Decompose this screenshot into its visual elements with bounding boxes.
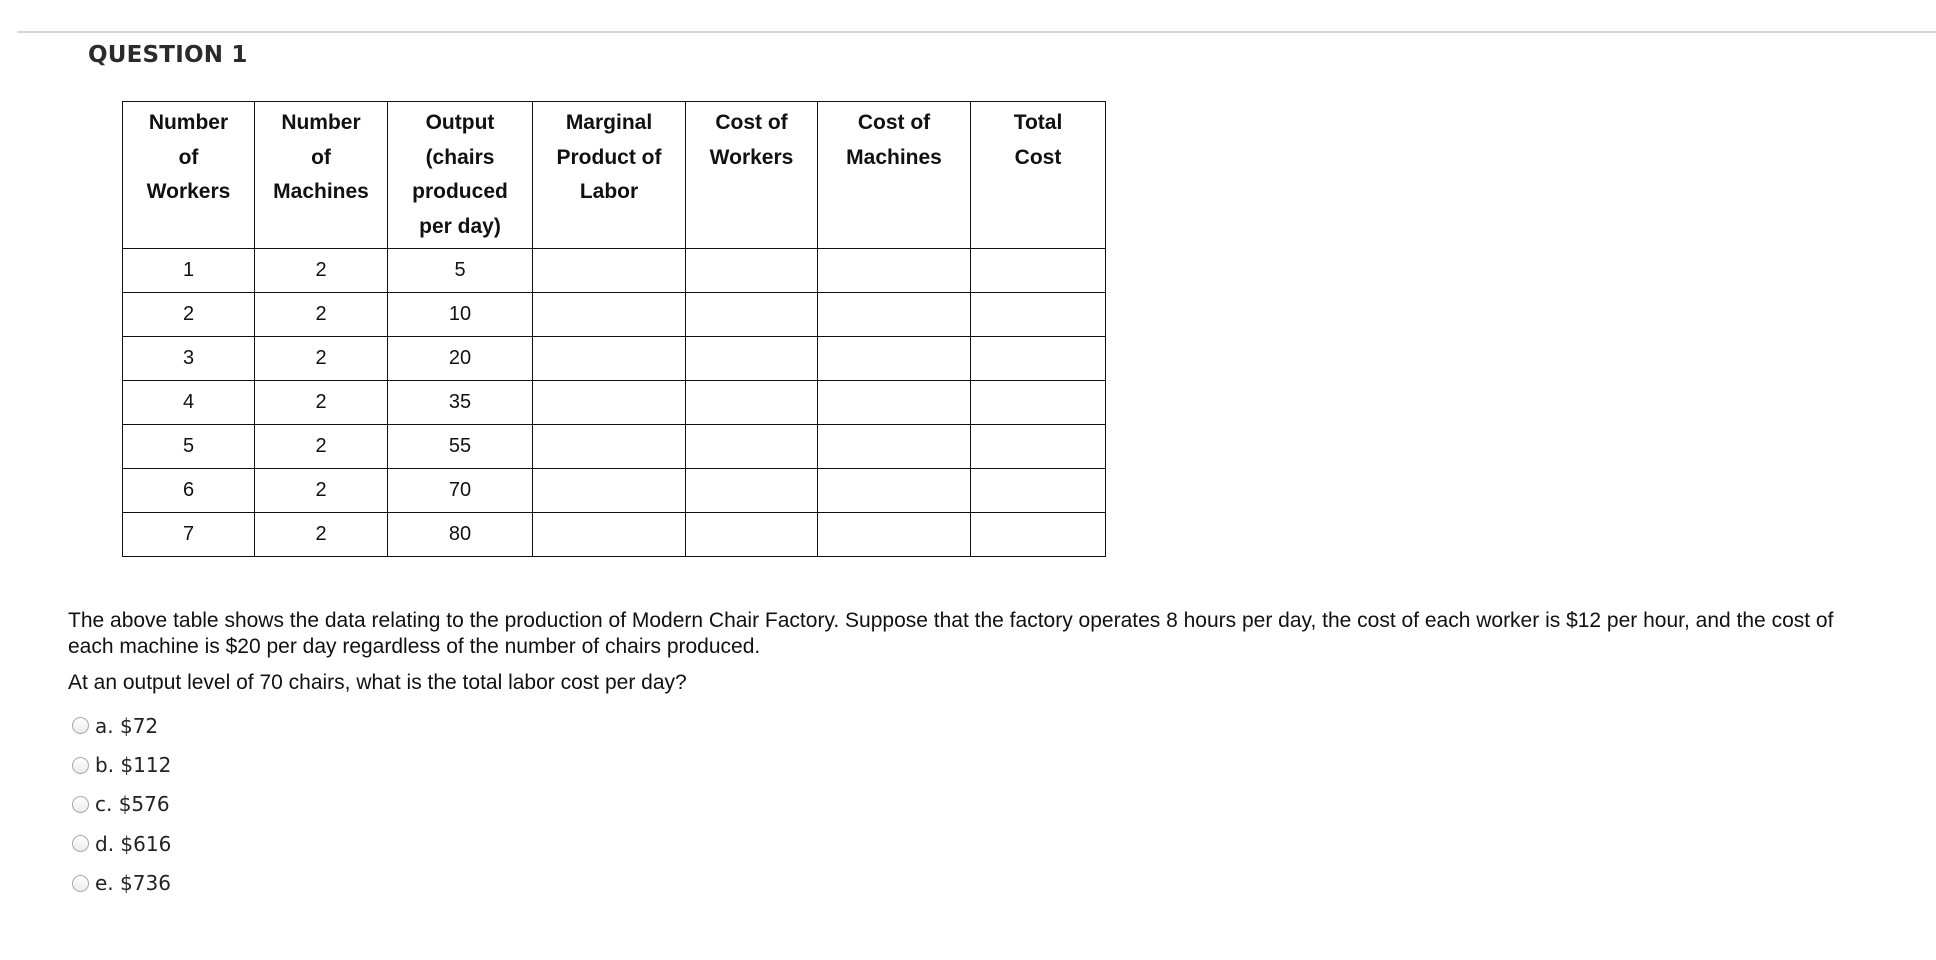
radio-button[interactable] <box>72 757 89 774</box>
production-table <box>122 101 1106 557</box>
question-description: The above table shows the data relating to the production of Modern Chair Factory. Suppose that the factory operates 8 hours per day, the cost of each worker is $12 per hour, and the cost of each machine is $20 per day regardless of the number of chairs produced. <box>68 609 1834 658</box>
cell-workers: 5 <box>123 425 255 469</box>
cell-cost-of-workers <box>686 249 818 293</box>
radio-button[interactable] <box>72 796 89 813</box>
answer-option-c[interactable] <box>72 785 171 824</box>
cell-workers: 4 <box>123 381 255 425</box>
header-text: Labor <box>579 180 639 203</box>
cell-total-cost <box>971 337 1106 381</box>
answer-options <box>72 706 171 903</box>
header-output <box>388 102 533 249</box>
cell-total-cost <box>971 381 1106 425</box>
header-cost-of-workers <box>686 102 818 249</box>
cell-cost-of-machines <box>818 469 971 513</box>
question-prompt: At an output level of 70 chairs, what is the total labor cost per day? <box>68 671 687 694</box>
header-text: Cost of <box>857 111 931 134</box>
radio-button[interactable] <box>72 717 89 734</box>
cell-output: 20 <box>388 337 533 381</box>
cell-cost-of-workers <box>686 513 818 557</box>
cell-cost-of-workers <box>686 293 818 337</box>
header-text: Marginal <box>565 111 653 134</box>
radio-button[interactable] <box>72 835 89 852</box>
cell-machines: 2 <box>255 337 388 381</box>
header-text: Cost of <box>715 111 788 134</box>
cell-total-cost <box>971 469 1106 513</box>
cell-total-cost <box>971 425 1106 469</box>
cell-cost-of-workers <box>686 337 818 381</box>
option-label: e. $736 <box>95 871 171 896</box>
option-label: b. $112 <box>95 753 172 778</box>
table-row <box>123 469 1106 513</box>
cell-output: 35 <box>388 381 533 425</box>
table-row <box>123 381 1106 425</box>
option-label: d. $616 <box>95 831 172 856</box>
cell-output: 10 <box>388 293 533 337</box>
cell-workers: 2 <box>123 293 255 337</box>
header-total-cost <box>971 102 1106 249</box>
cell-cost-of-machines <box>818 337 971 381</box>
header-text: Workers <box>146 180 231 203</box>
answer-option-d[interactable] <box>72 824 171 863</box>
cell-machines: 2 <box>255 469 388 513</box>
header-text: of <box>178 145 199 169</box>
table-row <box>123 337 1106 381</box>
cell-marginal-product <box>533 381 686 425</box>
header-text: Workers <box>709 145 794 169</box>
header-text: Output <box>425 111 495 134</box>
cell-total-cost <box>971 249 1106 293</box>
cell-workers: 3 <box>123 337 255 381</box>
header-text: Product of <box>556 145 662 169</box>
header-cost-of-machines <box>818 102 971 249</box>
header-text: Number <box>148 111 229 134</box>
cell-machines: 2 <box>255 381 388 425</box>
cell-machines: 2 <box>255 425 388 469</box>
cell-machines: 2 <box>255 293 388 337</box>
header-text: Cost <box>1014 145 1062 169</box>
cell-marginal-product <box>533 513 686 557</box>
cell-cost-of-machines <box>818 425 971 469</box>
header-marginal-product <box>533 102 686 249</box>
cell-output: 55 <box>388 425 533 469</box>
cell-total-cost <box>971 513 1106 557</box>
cell-cost-of-machines <box>818 381 971 425</box>
radio-button[interactable] <box>72 875 89 892</box>
cell-output: 70 <box>388 469 533 513</box>
cell-output: 5 <box>388 249 533 293</box>
cell-output: 80 <box>388 513 533 557</box>
option-label: c. $576 <box>95 792 170 817</box>
table-header-row <box>123 102 1106 249</box>
cell-workers: 1 <box>123 249 255 293</box>
cell-cost-of-machines <box>818 249 971 293</box>
header-text: produced <box>412 180 508 203</box>
header-text: per day) <box>419 214 501 238</box>
header-text: Machines <box>273 180 369 203</box>
cell-cost-of-machines <box>818 513 971 557</box>
cell-total-cost <box>971 293 1106 337</box>
cell-marginal-product <box>533 293 686 337</box>
cell-workers: 6 <box>123 469 255 513</box>
cell-workers: 7 <box>123 513 255 557</box>
top-divider <box>17 31 1936 33</box>
cell-marginal-product <box>533 337 686 381</box>
header-text: of <box>311 145 331 169</box>
cell-marginal-product <box>533 469 686 513</box>
answer-option-e[interactable] <box>72 864 171 903</box>
header-text: Total <box>1013 111 1063 134</box>
answer-option-a[interactable] <box>72 706 171 745</box>
table-row <box>123 513 1106 557</box>
option-label: a. $72 <box>95 713 159 738</box>
table-row <box>123 293 1106 337</box>
answer-option-b[interactable] <box>72 745 171 784</box>
header-number-of-machines <box>255 102 388 249</box>
header-text: (chairs <box>425 145 495 169</box>
cell-machines: 2 <box>255 249 388 293</box>
header-text: Number <box>281 111 361 134</box>
cell-cost-of-workers <box>686 381 818 425</box>
question-title: QUESTION 1 <box>88 42 248 68</box>
cell-marginal-product <box>533 425 686 469</box>
cell-marginal-product <box>533 249 686 293</box>
cell-cost-of-workers <box>686 469 818 513</box>
header-number-of-workers <box>123 102 255 249</box>
table-row <box>123 425 1106 469</box>
cell-cost-of-machines <box>818 293 971 337</box>
table-row <box>123 249 1106 293</box>
cell-cost-of-workers <box>686 425 818 469</box>
header-text: Machines <box>846 145 942 169</box>
cell-machines: 2 <box>255 513 388 557</box>
